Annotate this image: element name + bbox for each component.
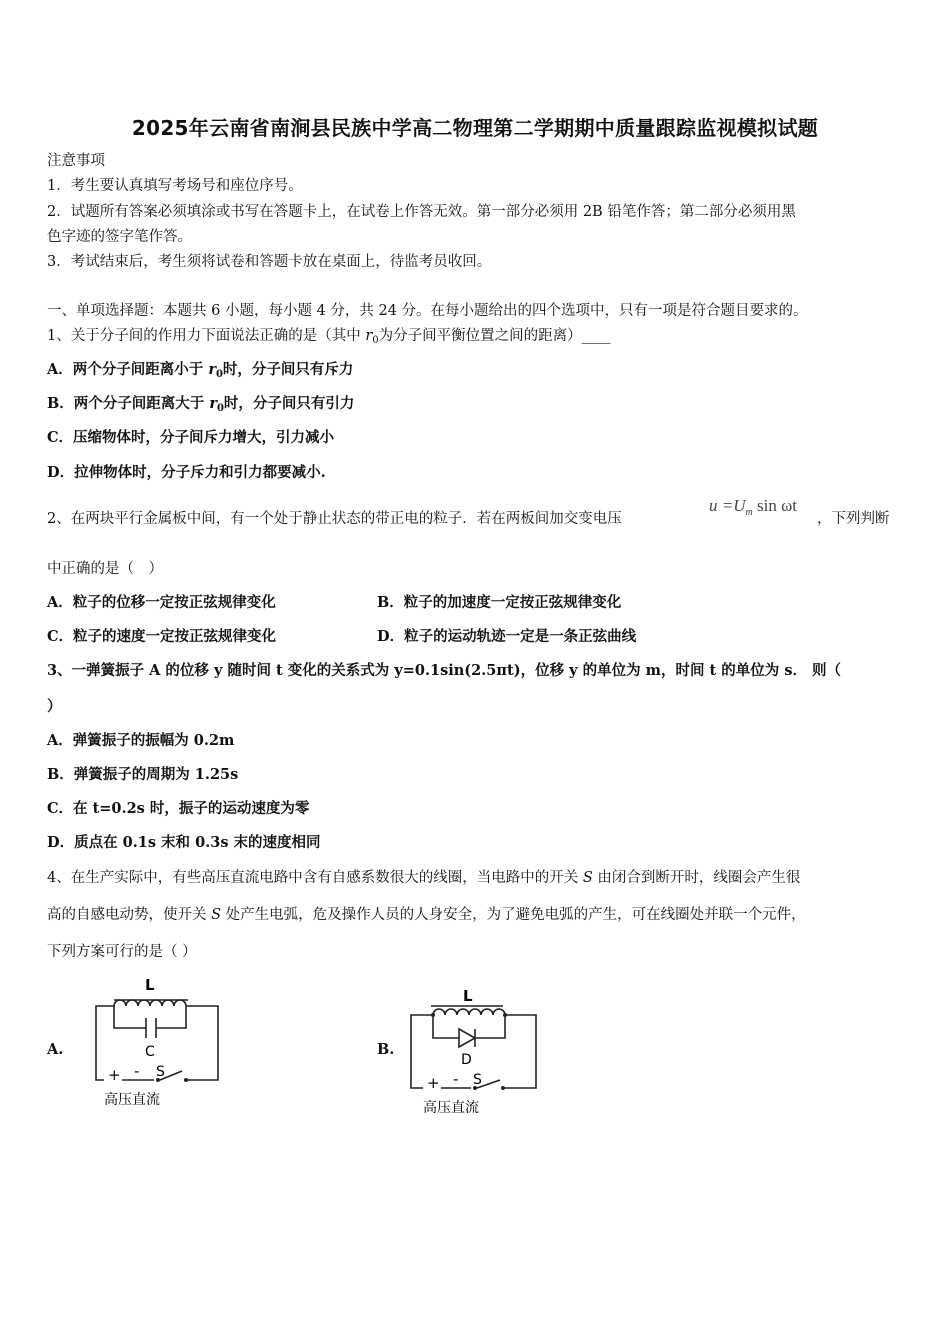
q3-option-c: C．在 t=0.2s 时，振子的运动速度为零 [47, 800, 310, 817]
circuit-b-plus: + [427, 1074, 440, 1092]
q2-formula: $u =U_m$ sin ωt [709, 496, 797, 518]
q4-stem-line3: 下列方案可行的是（ ） [47, 944, 197, 960]
circuit-b-caption: 高压直流 [423, 1100, 479, 1116]
q2-stem: 2、在两块平行金属板中间，有一个处于静止状态的带正电的粒子．若在两板间加交变电压 [47, 511, 622, 527]
circuit-a-switch-label: S [156, 1064, 165, 1080]
q4-option-a-label: A. [47, 1041, 64, 1058]
circuit-b-component-label: D [461, 1052, 472, 1068]
circuit-a-plus: + [108, 1066, 121, 1084]
q3-option-a: A．弹簧振子的振幅为 0.2m [47, 732, 235, 749]
q4-stem-line1: 4、在生产实际中，有些高压直流电路中含有自感系数很大的线圈，当电路中的开关 S 由闭合到断开时，线圈会产生很 [47, 870, 801, 886]
circuit-b-switch-label: S [473, 1072, 482, 1088]
q4-option-b-label: B. [377, 1041, 395, 1058]
q1-option-d: D．拉伸物体时，分子斥力和引力都要减小. [47, 464, 326, 481]
q2-stem-tail: ，下列判断 [817, 511, 890, 527]
notice-item-2-cont: 色字迹的签字笔作答。 [47, 229, 192, 245]
q1-option-a: A．两个分子间距离小于 $r_0$时，分子间只有斥力 [47, 361, 354, 380]
circuit-b-diagram [405, 984, 545, 1124]
circuit-b-inductor-label: L [463, 987, 473, 1005]
q2-option-d: D．粒子的运动轨迹一定是一条正弦曲线 [377, 628, 637, 645]
circuit-a-inductor-label: L [145, 976, 155, 994]
q3-option-b: B．弹簧振子的周期为 1.25s [47, 766, 239, 783]
notice-heading: 注意事项 [47, 153, 105, 169]
circuit-a-caption: 高压直流 [104, 1092, 160, 1108]
q2-option-a: A．粒子的位移一定按正弦规律变化 [47, 594, 276, 611]
circuit-a-diagram [90, 974, 230, 1114]
notice-item-3: 3．考试结束后，考生须将试卷和答题卡放在桌面上，待监考员收回。 [47, 254, 492, 270]
circuit-a-component-label: C [145, 1044, 155, 1060]
q3-stem: 3、一弹簧振子 A 的位移 y 随时间 t 变化的关系式为 y=0.1sin(2.5πt)，位移 y 的单位为 m，时间 t 的单位为 s． 则（ [47, 662, 842, 679]
q3-option-d: D．质点在 0.1s 末和 0.3s 末的速度相同 [47, 834, 321, 851]
notice-item-2: 2．试题所有答案必须填涂或书写在答题卡上，在试卷上作答无效。第一部分必须用 2B 铅笔作答；第二部分必须用黑 [47, 204, 796, 220]
circuit-b-minus: - [453, 1070, 459, 1088]
notice-item-1: 1．考生要认真填写考场号和座位序号。 [47, 178, 303, 194]
q1-stem: 1、关于分子间的作用力下面说法正确的是（其中 $r_0$为分子间平衡位置之间的距离）____ [47, 328, 611, 346]
circuit-a-minus: - [134, 1062, 140, 1080]
q1-option-b: B．两个分子间距离大于 $r_0$时，分子间只有引力 [47, 395, 355, 414]
q1-option-c: C．压缩物体时，分子间斥力增大，引力减小 [47, 429, 335, 446]
q2-option-b: B．粒子的加速度一定按正弦规律变化 [377, 594, 622, 611]
section-heading: 一、单项选择题：本题共 6 小题，每小题 4 分，共 24 分。在每小题给出的四个选项中，只有一项是符合题目要求的。 [47, 303, 808, 319]
page-title: 2025年云南省南涧县民族中学高二物理第二学期期中质量跟踪监视模拟试题 [131, 116, 819, 140]
q4-stem-line2: 高的自感电动势，使开关 S 处产生电弧，危及操作人员的人身安全，为了避免电弧的产生，可在线圈处并联一个元件， [47, 907, 806, 923]
q3-stem-cont: ） [47, 698, 62, 715]
q2-stem-cont: 中正确的是（ ） [47, 561, 163, 577]
q2-option-c: C．粒子的速度一定按正弦规律变化 [47, 628, 277, 645]
